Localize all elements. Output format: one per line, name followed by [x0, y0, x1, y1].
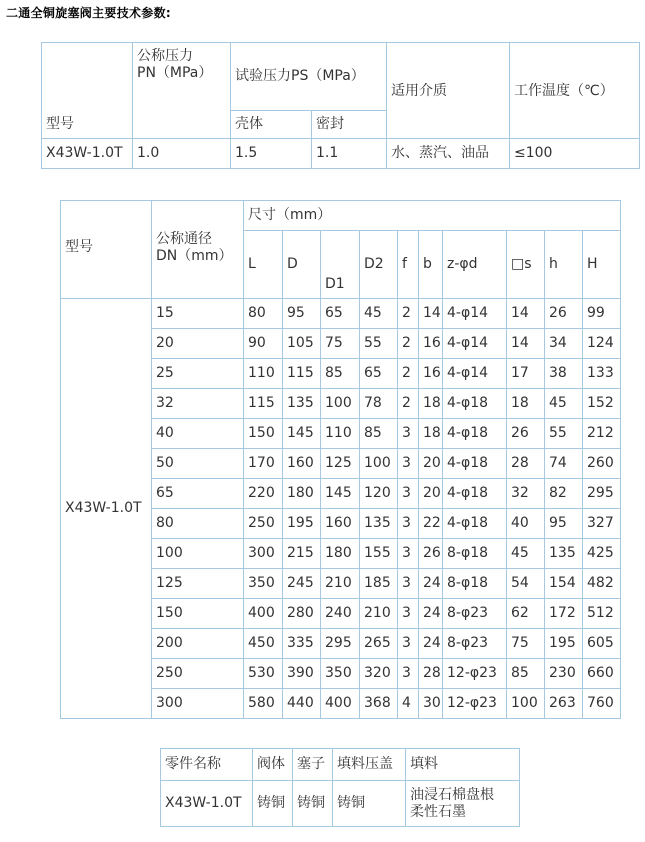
cell-z-phi-d: 8-φ18	[443, 569, 507, 599]
cell-H: 99	[583, 299, 621, 329]
nominal-pressure-header-line1: 公称压力	[137, 48, 193, 64]
packing-material-line1: 油浸石棉盘根	[410, 786, 494, 803]
cell-H: 212	[583, 419, 621, 449]
cell-h: 195	[545, 629, 583, 659]
cell-L: 80	[244, 299, 283, 329]
cell-b: 30	[419, 689, 443, 719]
cell-L: 170	[244, 449, 283, 479]
cell-D2: 120	[360, 479, 398, 509]
cell-b: 24	[419, 599, 443, 629]
temperature-header: 工作温度（℃）	[510, 43, 640, 139]
cell-D1: 75	[321, 329, 360, 359]
cell-z-phi-d: 8-φ18	[443, 539, 507, 569]
cell-b: 28	[419, 659, 443, 689]
test-pressure-header: 试验压力PS（MPa）	[231, 43, 387, 111]
nominal-pressure-header	[133, 43, 231, 139]
cell-H: 512	[583, 599, 621, 629]
cell-dn: 250	[152, 659, 244, 689]
cell-D2: 65	[360, 359, 398, 389]
cell-H: 295	[583, 479, 621, 509]
cell-h: 263	[545, 689, 583, 719]
cell-h: 95	[545, 509, 583, 539]
cell-s: 62	[507, 599, 545, 629]
cell-dn: 200	[152, 629, 244, 659]
cell-f: 2	[398, 359, 419, 389]
cell-D1: 110	[321, 419, 360, 449]
model-cell: X43W-1.0T	[42, 139, 133, 169]
packing-header: 填料	[406, 749, 520, 781]
col-header-D2: D2	[360, 231, 398, 299]
cell-H: 760	[583, 689, 621, 719]
cell-L: 110	[244, 359, 283, 389]
cell-D2: 265	[360, 629, 398, 659]
cell-z-phi-d: 4-φ14	[443, 329, 507, 359]
cell-z-phi-d: 4-φ14	[443, 359, 507, 389]
cell-f: 3	[398, 539, 419, 569]
cell-h: 45	[545, 389, 583, 419]
cell-h: 55	[545, 419, 583, 449]
cell-L: 90	[244, 329, 283, 359]
cell-b: 14	[419, 299, 443, 329]
cell-D2: 185	[360, 569, 398, 599]
cell-H: 482	[583, 569, 621, 599]
cell-s: 54	[507, 569, 545, 599]
cell-s: 32	[507, 479, 545, 509]
cell-f: 3	[398, 479, 419, 509]
cell-s: 28	[507, 449, 545, 479]
col-header-H: H	[583, 231, 621, 299]
cell-D: 280	[283, 599, 321, 629]
materials-model-cell: X43W-1.0T	[161, 781, 253, 827]
cell-z-phi-d: 4-φ14	[443, 299, 507, 329]
cell-f: 2	[398, 299, 419, 329]
cell-dn: 80	[152, 509, 244, 539]
cell-h: 135	[545, 539, 583, 569]
cell-L: 150	[244, 419, 283, 449]
medium-header: 适用介质	[387, 43, 510, 139]
cell-D: 95	[283, 299, 321, 329]
cell-D1: 100	[321, 389, 360, 419]
cell-D1: 295	[321, 629, 360, 659]
cell-h: 172	[545, 599, 583, 629]
cell-H: 660	[583, 659, 621, 689]
cell-b: 20	[419, 479, 443, 509]
cell-D: 440	[283, 689, 321, 719]
cell-D2: 45	[360, 299, 398, 329]
col-header-z-phi-d: z-φd	[443, 231, 507, 299]
cell-D: 215	[283, 539, 321, 569]
cell-D: 245	[283, 569, 321, 599]
nominal-pressure-cell: 1.0	[133, 139, 231, 169]
seal-pressure-cell: 1.1	[312, 139, 387, 169]
cell-s: 40	[507, 509, 545, 539]
table-row	[61, 299, 621, 329]
cell-f: 3	[398, 419, 419, 449]
cell-D: 390	[283, 659, 321, 689]
cell-H: 133	[583, 359, 621, 389]
cell-D1: 125	[321, 449, 360, 479]
cell-L: 400	[244, 599, 283, 629]
plug-material: 铸铜	[293, 781, 333, 827]
cell-b: 20	[419, 449, 443, 479]
cell-D: 195	[283, 509, 321, 539]
cell-dn: 40	[152, 419, 244, 449]
nominal-diameter-header	[152, 201, 244, 299]
nominal-pressure-header-line2: PN（MPa）	[137, 65, 213, 81]
cell-b: 18	[419, 389, 443, 419]
cell-L: 450	[244, 629, 283, 659]
shell-header: 壳体	[231, 111, 312, 139]
cell-f: 3	[398, 449, 419, 479]
plug-header: 塞子	[293, 749, 333, 781]
cell-D: 115	[283, 359, 321, 389]
cell-D: 335	[283, 629, 321, 659]
cell-D: 160	[283, 449, 321, 479]
cell-z-phi-d: 4-φ18	[443, 419, 507, 449]
packing-gland-material: 铸铜	[333, 781, 406, 827]
valve-body-material: 铸铜	[253, 781, 293, 827]
cell-dn: 100	[152, 539, 244, 569]
cell-H: 327	[583, 509, 621, 539]
cell-f: 4	[398, 689, 419, 719]
seal-header: 密封	[312, 111, 387, 139]
cell-dn: 32	[152, 389, 244, 419]
materials-table	[160, 748, 520, 827]
cell-D1: 210	[321, 569, 360, 599]
cell-L: 300	[244, 539, 283, 569]
cell-f: 3	[398, 659, 419, 689]
cell-H: 605	[583, 629, 621, 659]
cell-D: 135	[283, 389, 321, 419]
cell-H: 260	[583, 449, 621, 479]
cell-dn: 65	[152, 479, 244, 509]
cell-L: 250	[244, 509, 283, 539]
cell-h: 74	[545, 449, 583, 479]
cell-s: 17	[507, 359, 545, 389]
cell-s: 18	[507, 389, 545, 419]
cell-z-phi-d: 4-φ18	[443, 449, 507, 479]
col-header-s: □s	[507, 231, 545, 299]
cell-D: 180	[283, 479, 321, 509]
cell-f: 3	[398, 629, 419, 659]
packing-material	[406, 781, 520, 827]
medium-cell: 水、蒸汽、油品	[387, 139, 510, 169]
col-header-D1: D1	[321, 231, 360, 299]
cell-f: 2	[398, 389, 419, 419]
cell-s: 45	[507, 539, 545, 569]
cell-z-phi-d: 12-φ23	[443, 689, 507, 719]
cell-dn: 50	[152, 449, 244, 479]
cell-f: 2	[398, 329, 419, 359]
cell-dn: 125	[152, 569, 244, 599]
cell-D2: 135	[360, 509, 398, 539]
cell-h: 230	[545, 659, 583, 689]
nominal-diameter-header-line2: DN（mm）	[156, 248, 233, 264]
cell-L: 350	[244, 569, 283, 599]
cell-D1: 350	[321, 659, 360, 689]
nominal-diameter-header-line1: 公称通径	[156, 231, 212, 247]
cell-f: 3	[398, 569, 419, 599]
cell-s: 75	[507, 629, 545, 659]
valve-body-header: 阀体	[253, 749, 293, 781]
packing-material-line2: 柔性石墨	[410, 803, 466, 820]
cell-f: 3	[398, 599, 419, 629]
pressure-parameters-table	[41, 42, 640, 169]
cell-z-phi-d: 4-φ18	[443, 509, 507, 539]
cell-D2: 320	[360, 659, 398, 689]
cell-D1: 65	[321, 299, 360, 329]
cell-h: 154	[545, 569, 583, 599]
cell-dn: 20	[152, 329, 244, 359]
cell-s: 14	[507, 299, 545, 329]
col-header-b: b	[419, 231, 443, 299]
dims-model-header: 型号	[61, 201, 152, 299]
cell-D2: 100	[360, 449, 398, 479]
cell-D1: 160	[321, 509, 360, 539]
cell-z-phi-d: 8-φ23	[443, 599, 507, 629]
cell-D2: 210	[360, 599, 398, 629]
cell-h: 38	[545, 359, 583, 389]
model-header: 型号	[42, 43, 133, 139]
col-header-L: L	[244, 231, 283, 299]
col-header-h: h	[545, 231, 583, 299]
cell-b: 22	[419, 509, 443, 539]
cell-L: 220	[244, 479, 283, 509]
dimensions-table	[60, 200, 621, 719]
cell-b: 24	[419, 629, 443, 659]
cell-H: 425	[583, 539, 621, 569]
cell-b: 16	[419, 329, 443, 359]
cell-h: 34	[545, 329, 583, 359]
cell-b: 26	[419, 539, 443, 569]
cell-b: 16	[419, 359, 443, 389]
cell-H: 152	[583, 389, 621, 419]
shell-pressure-cell: 1.5	[231, 139, 312, 169]
cell-D2: 368	[360, 689, 398, 719]
cell-D: 145	[283, 419, 321, 449]
cell-D: 105	[283, 329, 321, 359]
cell-dn: 300	[152, 689, 244, 719]
cell-f: 3	[398, 509, 419, 539]
col-header-f: f	[398, 231, 419, 299]
cell-z-phi-d: 4-φ18	[443, 389, 507, 419]
packing-gland-header: 填料压盖	[333, 749, 406, 781]
cell-s: 85	[507, 659, 545, 689]
size-header: 尺寸（mm）	[244, 201, 621, 231]
page-heading: 二通全铜旋塞阀主要技术参数:	[6, 6, 171, 20]
cell-D1: 145	[321, 479, 360, 509]
cell-D1: 240	[321, 599, 360, 629]
cell-dn: 25	[152, 359, 244, 389]
cell-b: 24	[419, 569, 443, 599]
cell-z-phi-d: 4-φ18	[443, 479, 507, 509]
cell-s: 26	[507, 419, 545, 449]
cell-D1: 85	[321, 359, 360, 389]
part-name-header: 零件名称	[161, 749, 253, 781]
cell-D1: 400	[321, 689, 360, 719]
cell-L: 580	[244, 689, 283, 719]
cell-L: 530	[244, 659, 283, 689]
cell-dn: 150	[152, 599, 244, 629]
cell-z-phi-d: 12-φ23	[443, 659, 507, 689]
col-header-D: D	[283, 231, 321, 299]
cell-D2: 55	[360, 329, 398, 359]
dims-model-cell: X43W-1.0T	[61, 299, 152, 719]
cell-D2: 78	[360, 389, 398, 419]
cell-b: 18	[419, 419, 443, 449]
cell-D1: 180	[321, 539, 360, 569]
cell-H: 124	[583, 329, 621, 359]
cell-z-phi-d: 8-φ23	[443, 629, 507, 659]
cell-h: 82	[545, 479, 583, 509]
cell-h: 26	[545, 299, 583, 329]
cell-s: 14	[507, 329, 545, 359]
cell-D2: 155	[360, 539, 398, 569]
cell-s: 100	[507, 689, 545, 719]
cell-D2: 85	[360, 419, 398, 449]
temperature-cell: ≤100	[510, 139, 640, 169]
cell-L: 115	[244, 389, 283, 419]
cell-dn: 15	[152, 299, 244, 329]
